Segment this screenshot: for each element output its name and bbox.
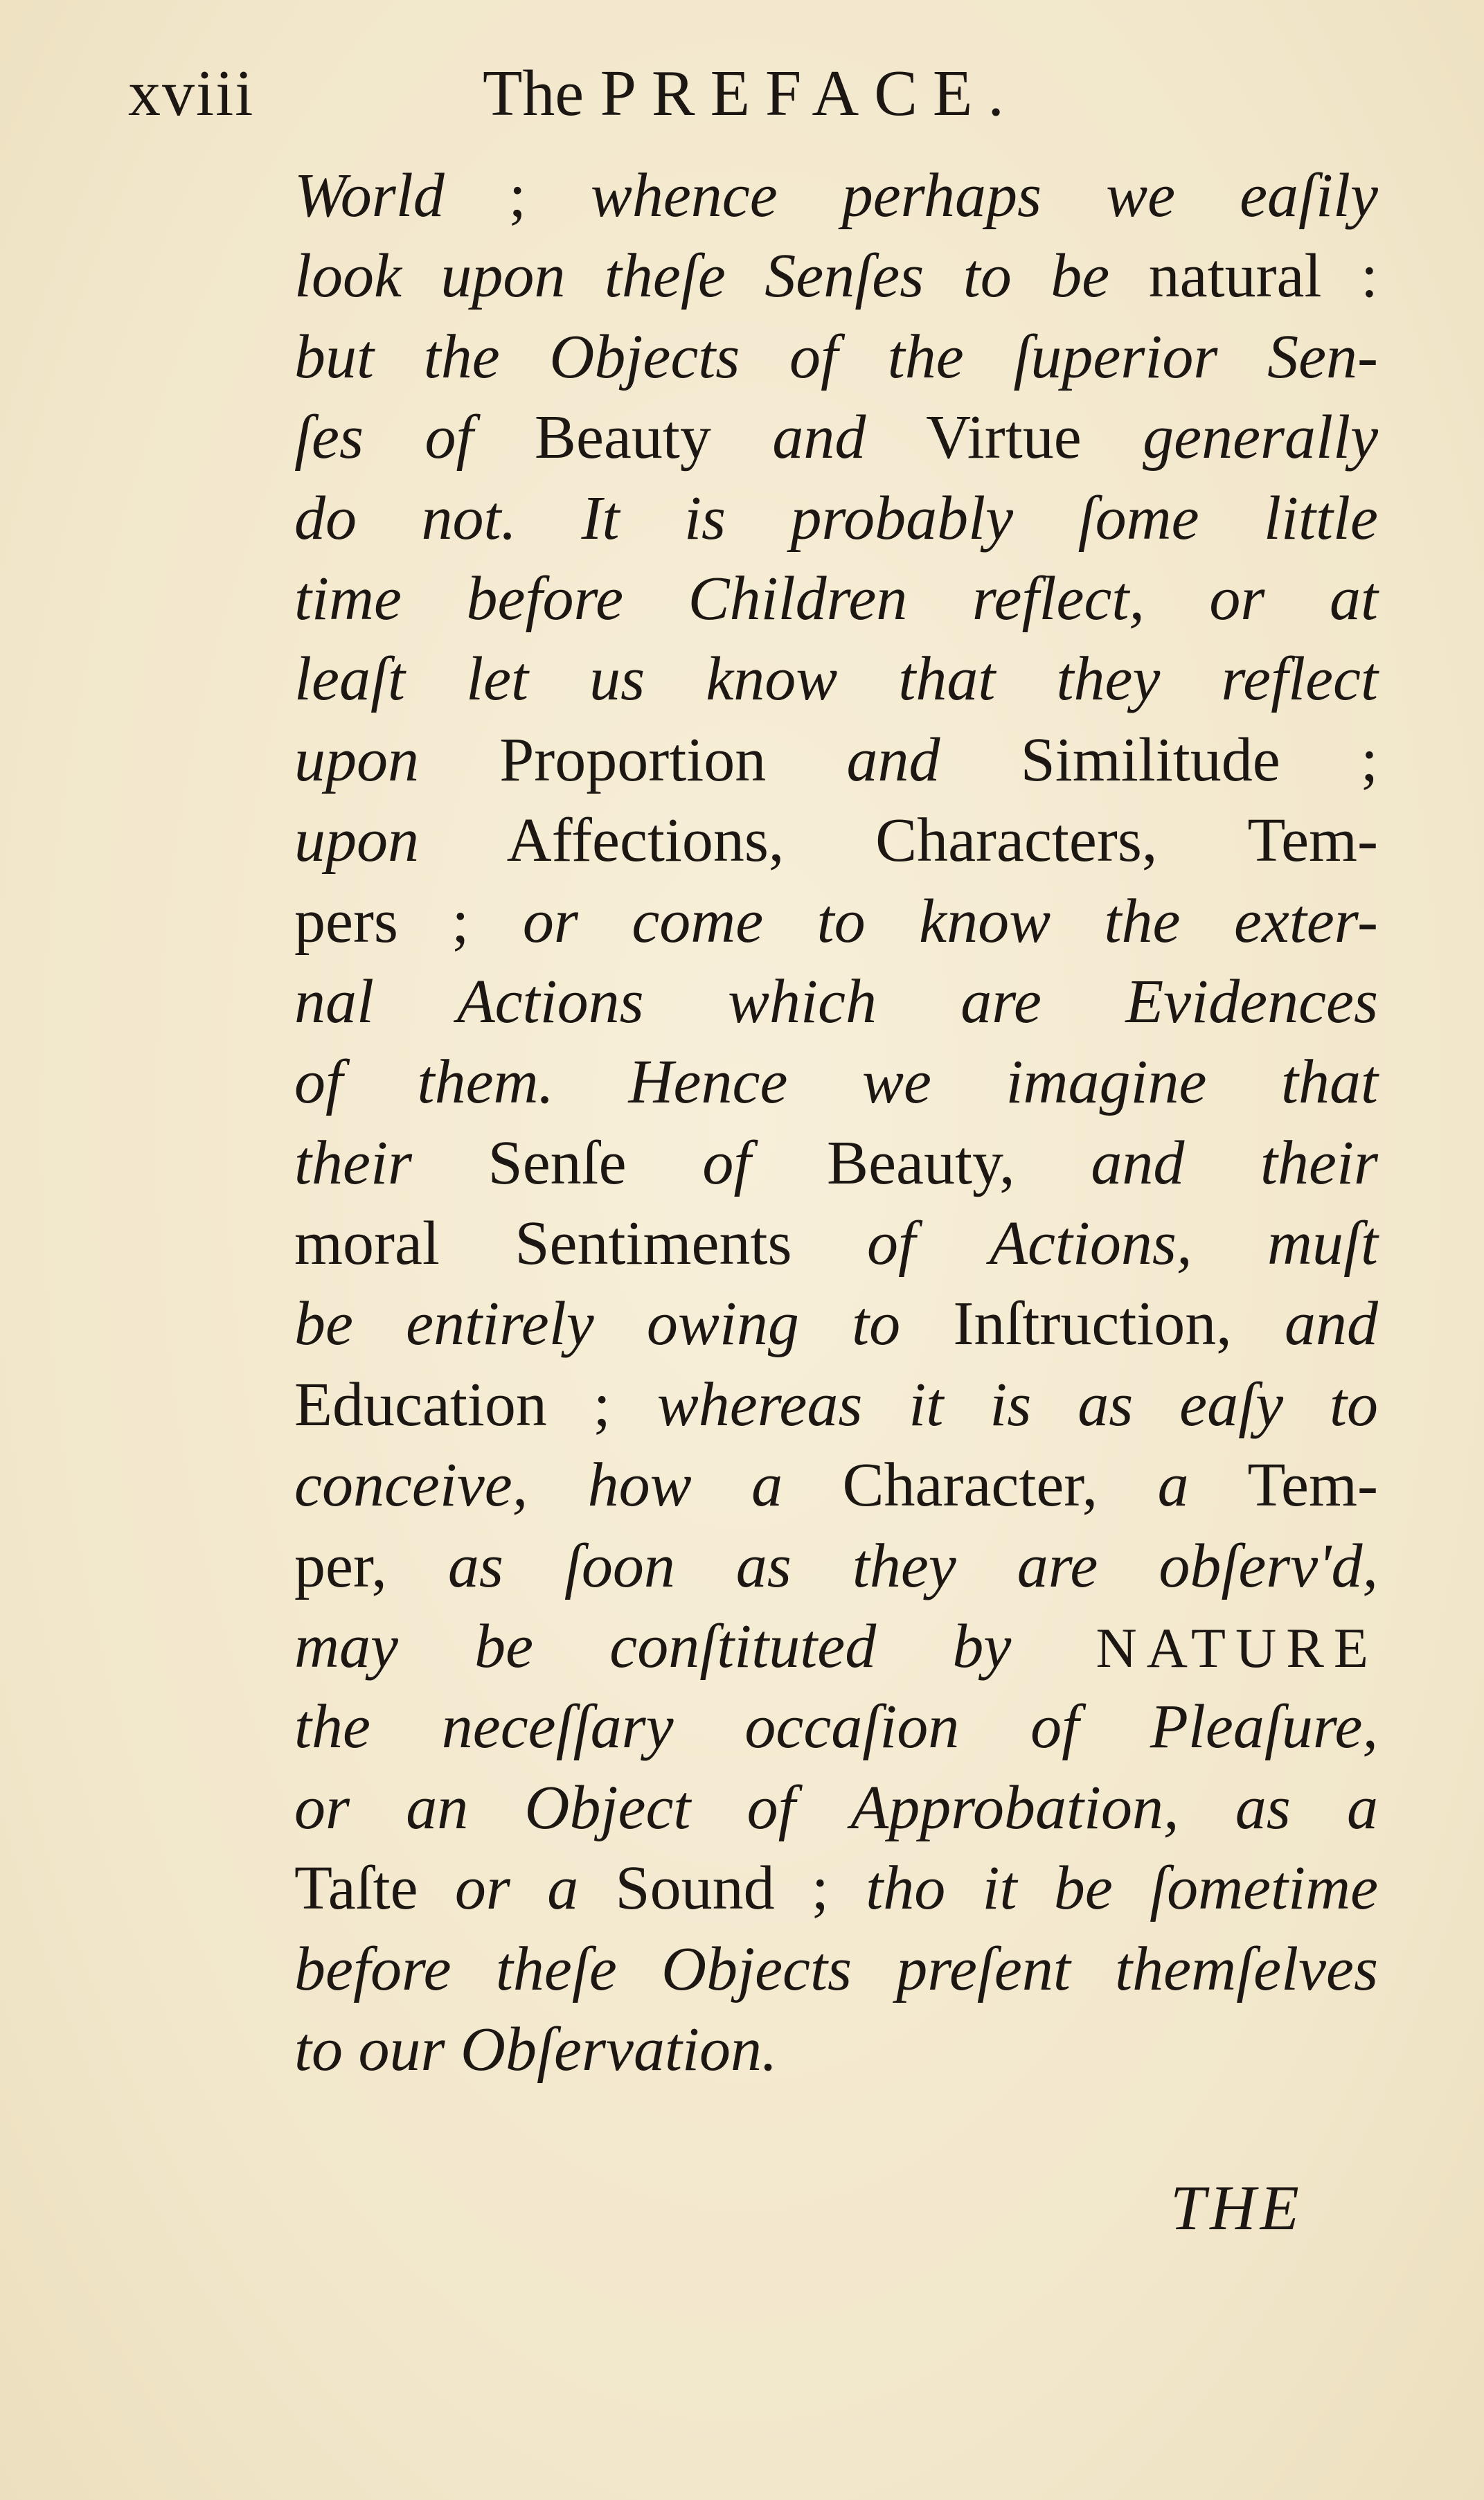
text-line xyxy=(294,156,1378,236)
text-line xyxy=(294,1123,1378,1204)
body-text xyxy=(294,156,1378,2090)
roman-text: Character, xyxy=(783,1451,1158,1520)
text-line xyxy=(294,1929,1378,2010)
text-line xyxy=(294,236,1378,316)
italic-text: or come to know the exter- xyxy=(522,886,1378,956)
text-line xyxy=(294,1607,1378,1687)
italic-text: of xyxy=(702,1128,751,1197)
running-title-the: The xyxy=(483,57,584,130)
text-line xyxy=(294,1042,1378,1123)
italic-text: upon xyxy=(294,725,419,794)
text-line xyxy=(294,1768,1378,1848)
text-line xyxy=(294,1526,1378,1607)
italic-text: of them. Hence we imagine that xyxy=(294,1048,1378,1117)
text-line xyxy=(294,962,1378,1042)
text-line xyxy=(294,317,1378,398)
roman-text: NATURE xyxy=(1011,1616,1378,1680)
text-line xyxy=(294,559,1378,639)
italic-text: or an Object of Approbation, as a xyxy=(294,1773,1378,1842)
italic-text: nal Actions which are Evidences xyxy=(294,967,1378,1036)
text-line xyxy=(294,720,1378,801)
italic-text: the neceſſary occaſion of Pleaſure, xyxy=(294,1693,1378,1762)
text-line xyxy=(294,1848,1378,1929)
italic-text: before theſe Objects preſent themſelves xyxy=(294,1934,1378,2003)
italic-text: to our Obſervation. xyxy=(294,2015,778,2084)
italic-text: a xyxy=(1157,1451,1189,1520)
catchword: THE xyxy=(1170,2172,1303,2243)
roman-text: pers ; xyxy=(294,886,523,956)
running-title-preface: PREFACE. xyxy=(600,57,1019,130)
italic-text: but the Objects of the ſuperior Sen- xyxy=(294,322,1378,391)
italic-text: as ſoon as they are obſerv'd, xyxy=(447,1531,1378,1600)
roman-text: Tem- xyxy=(1188,1451,1378,1520)
text-line xyxy=(294,801,1378,881)
roman-text: Inſtruction, xyxy=(900,1289,1285,1359)
italic-text: leaſt let us know that they reflect xyxy=(294,645,1378,714)
italic-text: and xyxy=(846,725,940,794)
italic-text: World xyxy=(294,161,445,230)
italic-text: look upon theſe Senſes to be xyxy=(294,242,1110,311)
text-line xyxy=(294,882,1378,962)
italic-text: be entirely owing to xyxy=(294,1289,901,1359)
italic-text: upon xyxy=(294,806,419,875)
italic-text: of Actions, muſt xyxy=(867,1209,1379,1278)
roman-text: Similitude ; xyxy=(940,725,1378,794)
italic-text: whereas it is as eaſy to xyxy=(656,1370,1378,1439)
roman-text: Affections, Characters, Tem- xyxy=(419,806,1378,875)
italic-text: whence perhaps we eaſily xyxy=(590,161,1378,230)
text-line xyxy=(294,1204,1378,1284)
roman-text: Taſte xyxy=(294,1854,455,1923)
roman-text: Education ; xyxy=(294,1370,657,1439)
italic-text: and their xyxy=(1091,1128,1379,1197)
roman-text: Beauty xyxy=(473,403,773,472)
text-line xyxy=(294,479,1378,559)
text-line xyxy=(294,1284,1378,1364)
running-title xyxy=(483,55,1019,132)
italic-text: or a xyxy=(454,1854,579,1923)
roman-text: moral Sentiments xyxy=(294,1209,868,1278)
roman-text: Virtue xyxy=(866,403,1143,472)
text-line xyxy=(294,1687,1378,1767)
italic-text: ſes of xyxy=(294,403,474,472)
roman-text: Proportion xyxy=(419,725,847,794)
roman-text: Senſe xyxy=(411,1128,703,1197)
text-line xyxy=(294,1445,1378,1526)
roman-text: Beauty, xyxy=(751,1128,1091,1197)
italic-text: conceive, how a xyxy=(294,1451,783,1520)
italic-text: tho it be ſometime xyxy=(866,1854,1379,1923)
roman-text: per, xyxy=(294,1531,448,1600)
text-line xyxy=(294,1365,1378,1445)
roman-text: natural : xyxy=(1109,242,1378,311)
italic-text: time before Children reflect, or at xyxy=(294,564,1378,633)
roman-text: Sound ; xyxy=(578,1854,866,1923)
text-line xyxy=(294,639,1378,720)
text-line xyxy=(294,2010,1378,2090)
text-line xyxy=(294,398,1378,478)
page-number: xviii xyxy=(128,57,255,130)
italic-text: their xyxy=(294,1128,412,1197)
roman-text: ; xyxy=(444,161,591,230)
italic-text: may be conſtituted by xyxy=(294,1612,1012,1681)
italic-text: generally xyxy=(1143,403,1379,472)
running-head xyxy=(128,55,1153,132)
italic-text: do not. It is probably ſome little xyxy=(294,483,1378,553)
italic-text: and xyxy=(1284,1289,1378,1359)
italic-text: and xyxy=(772,403,866,472)
